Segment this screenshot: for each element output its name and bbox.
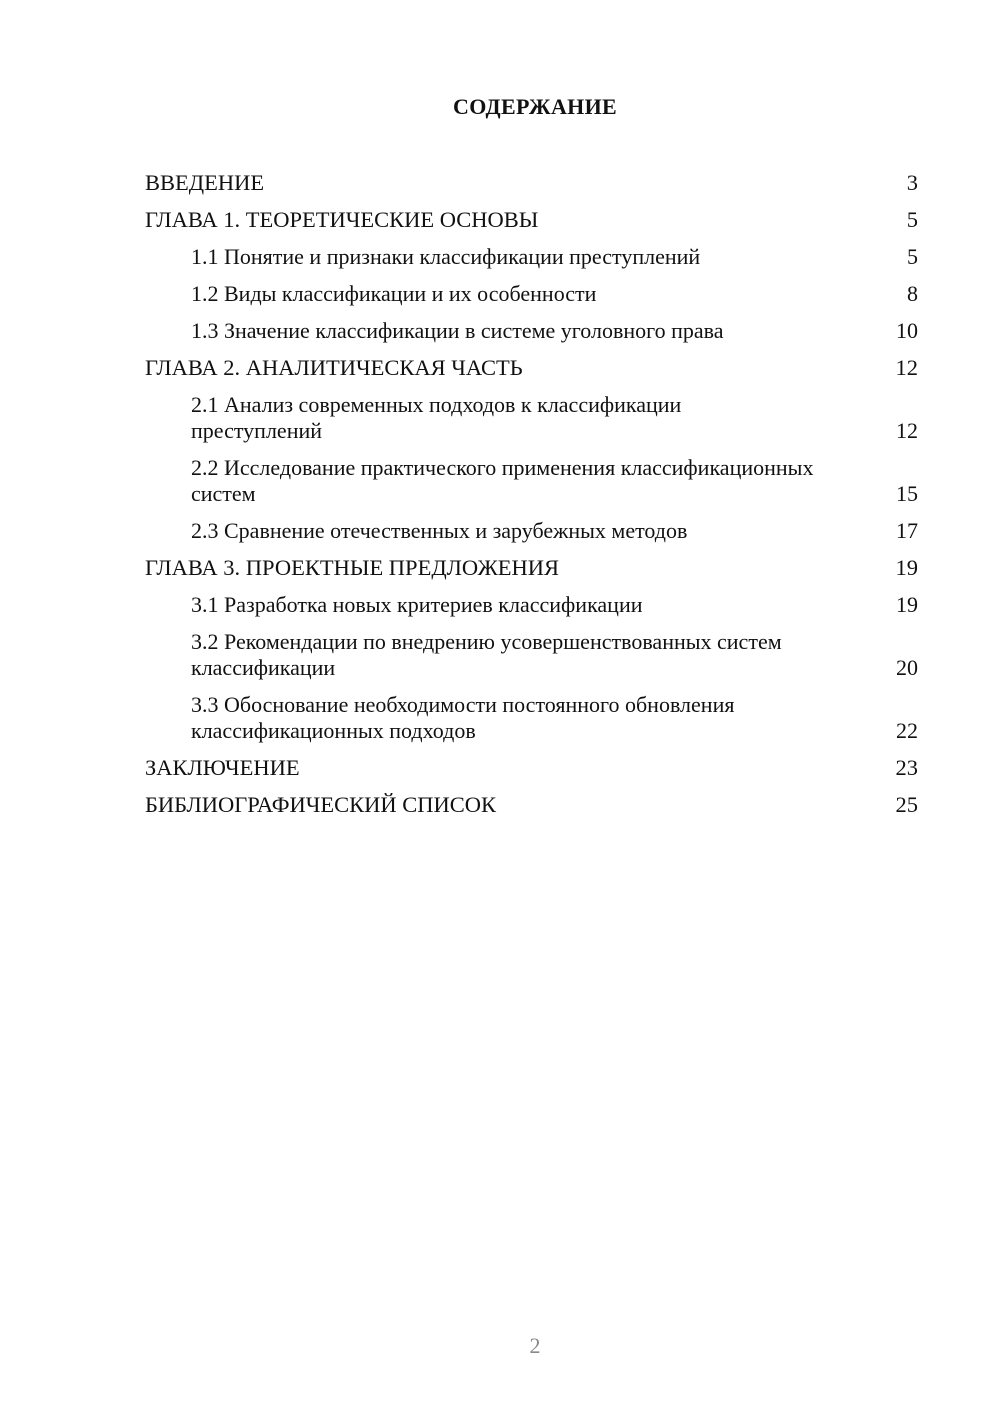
toc-entry-introduction[interactable] [145, 170, 918, 196]
toc-entry-page-number: 5 [907, 244, 918, 269]
toc-entry-section-3-1[interactable] [145, 592, 918, 618]
toc-entry-page-number: 19 [896, 592, 918, 617]
toc-entry-section-2-2[interactable] [145, 455, 918, 507]
toc-entry-page-number: 25 [895, 792, 918, 817]
toc-entry-label: ВВЕДЕНИЕ [145, 170, 265, 195]
page-number: 2 [529, 1333, 541, 1358]
toc-entry-label: 3.3 Обоснование необходимости постоянного обновления классификационных подходов [191, 692, 735, 743]
toc-entry-section-1-2[interactable] [145, 281, 918, 307]
toc-entry-label: 3.2 Рекомендации по внедрению усовершенствованных систем классификации [191, 629, 782, 680]
toc-entry-page-number: 23 [895, 755, 918, 780]
toc-entry-label: ЗАКЛЮЧЕНИЕ [145, 755, 300, 780]
toc-entry-label: 1.3 Значение классификации в системе уголовного права [191, 318, 724, 343]
toc-entry-section-2-1[interactable] [145, 392, 918, 444]
toc-entry-bibliography[interactable] [145, 792, 918, 818]
table-of-contents [145, 170, 918, 829]
toc-entry-page-number: 3 [906, 170, 918, 195]
toc-entry-label: ГЛАВА 2. АНАЛИТИЧЕСКАЯ ЧАСТЬ [145, 355, 523, 380]
toc-entry-page-number: 19 [895, 555, 918, 580]
toc-entry-chapter-1[interactable] [145, 207, 918, 233]
toc-entry-label: 1.1 Понятие и признаки классификации преступлений [191, 244, 701, 269]
toc-entry-conclusion[interactable] [145, 755, 918, 781]
toc-entry-section-3-3[interactable] [145, 692, 918, 744]
toc-entry-section-2-3[interactable] [145, 518, 918, 544]
toc-entry-label: 2.2 Исследование практического применения классификационных систем [191, 455, 814, 506]
toc-entry-page-number: 8 [907, 281, 918, 306]
toc-entry-section-1-1[interactable] [145, 244, 918, 270]
toc-entry-section-3-2[interactable] [145, 629, 918, 681]
toc-entry-label: ГЛАВА 3. ПРОЕКТНЫЕ ПРЕДЛОЖЕНИЯ [145, 555, 560, 580]
toc-entry-label: 2.3 Сравнение отечественных и зарубежных методов [191, 518, 688, 543]
toc-entry-label: 1.2 Виды классификации и их особенности [191, 281, 597, 306]
toc-entry-label: ГЛАВА 1. ТЕОРЕТИЧЕСКИЕ ОСНОВЫ [145, 207, 539, 232]
toc-entry-page-number: 12 [896, 418, 918, 443]
toc-entry-chapter-2[interactable] [145, 355, 918, 381]
toc-entry-page-number: 5 [906, 207, 918, 232]
toc-entry-page-number: 10 [896, 318, 918, 343]
toc-entry-page-number: 12 [895, 355, 918, 380]
toc-entry-page-number: 17 [896, 518, 918, 543]
toc-entry-page-number: 22 [896, 718, 918, 743]
toc-entry-chapter-3[interactable] [145, 555, 918, 581]
toc-entry-section-1-3[interactable] [145, 318, 918, 344]
toc-entry-label: 2.1 Анализ современных подходов к классификации преступлений [191, 392, 682, 443]
toc-entry-label: БИБЛИОГРАФИЧЕСКИЙ СПИСОК [145, 792, 497, 817]
toc-entry-label: 3.1 Разработка новых критериев классификации [191, 592, 643, 617]
toc-entry-page-number: 15 [896, 481, 918, 506]
toc-entry-page-number: 20 [896, 655, 918, 680]
page-title: СОДЕРЖАНИЕ [453, 94, 617, 119]
